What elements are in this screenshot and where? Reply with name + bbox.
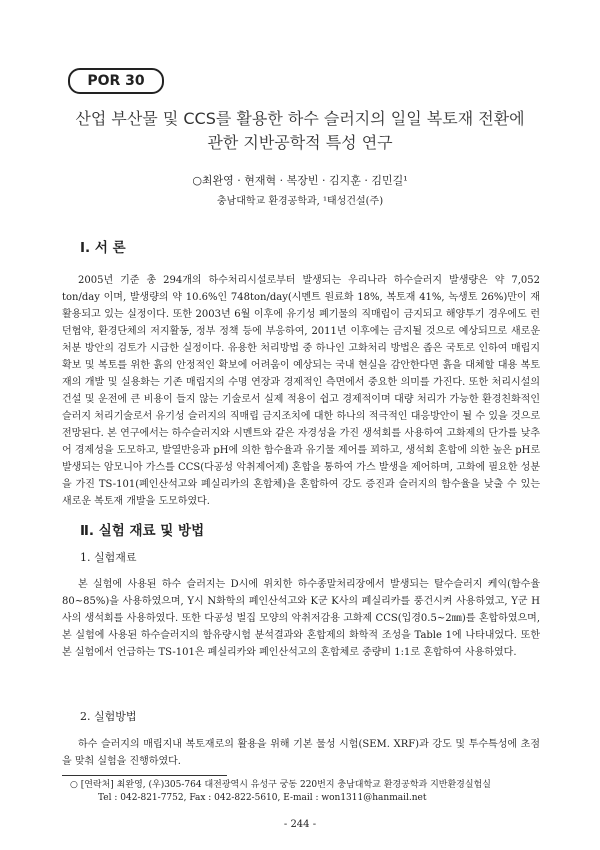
footnote: [70, 779, 540, 805]
materials-subheading: 1. 실험재료: [80, 551, 137, 564]
materials-paragraph: 본 실험에 사용된 하수 슬러지는 D시에 위치한 하수종말처리장에서 발생되는 탈수슬러지 케익(함수율 80~85%)을 사용하였으며, Y시 N화학의 폐인산석고와 K군 K사의 폐실리카를 풍건시켜 사용하였고, Y군 H사의 생석회를 사용하였다. 또한 다공성 벌집 모양의 악취저감용 고화제 CCS(입경0.5~2㎜)를 혼합하였으며, 본 실험에 사용된 하수슬러지의 함유량시험 분석결과와 혼합제의 화학적 조성을 Table 1에 나타내었다. 또한 본 실험에서 언급하는 TS-101은 폐실리카와 폐인산석고의 혼합체로 중량비 1:1로 혼합하여 사용하였다.: [62, 579, 540, 658]
authors: ○최완영 · 현재혁 · 복장빈 · 김지훈 · 김민길¹: [192, 174, 408, 187]
paper-title-line2: 관한 지반공학적 특성 연구: [207, 133, 393, 152]
intro-heading: Ⅰ. 서 론: [80, 240, 126, 256]
footnote-contact: ○ [연락처] 최완영, (우)305-764 대전광역시 유성구 궁동 220번지 충남대학교 환경공학과 지반환경실험실: [70, 780, 491, 790]
footnote-phone-email: Tel : 042-821-7752, Fax : 042-822-5610, E-mail : won1311@hanmail.net: [98, 793, 427, 803]
method-paragraph: 하수 슬러지의 매립지내 복토재로의 활용을 위해 기본 물성 시험(SEM. XRF)과 강도 및 투수특성에 초점을 맞춰 실험을 진행하였다.: [62, 739, 540, 767]
page-number: - 244 -: [283, 819, 317, 830]
method-subheading: 2. 실험방법: [80, 710, 137, 723]
paper-title-line1: 산업 부산물 및 CCS를 활용한 하수 슬러지의 일일 복토재 전환에: [75, 109, 525, 128]
affiliation: 충남대학교 환경공학과, ¹태성건설(주): [216, 196, 384, 207]
session-badge: POR 30: [68, 68, 164, 94]
footnote-rule: [62, 775, 227, 776]
intro-paragraph: 2005년 기준 총 294개의 하수처리시설로부터 발생되는 우리나라 하수슬러지 발생량은 약 7,052 ton/day 이며, 발생량의 약 10.6%인 748ton/day(시멘트 원료화 18%, 복토재 41%, 녹생토 26%)만이 재활용되고 있는 실정이다. 또한 2003년 6월 이후에 유기성 폐기물의 직매립이 금지되고 해양투기 경우에도 런던협약, 환경단체의 저지활동, 정부 정책 등에 부응하여, 2011년 이후에는 금지될 것으로 예상되므로 새로운 처분 방안의 검토가 시급한 실정이다. 유용한 처리방법 중 하나인 고화처리 방법은 좁은 국토로 인하여 매립지 확보 및 복토를 위한 흙의 안정적인 확보에 어려움이 예상되는 국내 현실을 감안한다면 흙을 대체할 대용 복토재의 개발 및 실용화는 기존 매립지의 수명 연장과 경제적인 측면에서 중요한 의미를 가진다. 또한 처리시설의 건설 및 운전에 큰 비용이 들지 않는 기술로서 실제 적용이 쉽고 경제적이며 대량 처리가 가능한 환경친화적인 슬러지 처리기술로서 유기성 슬러지의 직매립 금지조치에 대한 하나의 적극적인 대응방안이 될 수 있을 것으로 전망된다. 본 연구에서는 하수슬러지와 시멘트와 같은 자경성을 가진 생석회를 사용하여 고화제의 단가를 낮추어 경제성을 도모하고, 발열반응과 pH에 의한 함수율과 유기물 제어를 꾀하고, 생석회 혼합에 의한 높은 pH로 발생되는 암모니아 가스를 CCS(다공성 악취제어제) 혼합을 통하여 가스 발생을 제어하며, 고화에 필요한 성분을 가진 TS-101(폐인산석고와 폐실리카의 혼합체)을 혼합하여 강도 증진과 슬러지의 함수율을 낮출 수 있는 새로운 복토재 개발을 도모하였다.: [62, 275, 540, 507]
methods-heading: Ⅱ. 실험 재료 및 방법: [80, 523, 205, 539]
